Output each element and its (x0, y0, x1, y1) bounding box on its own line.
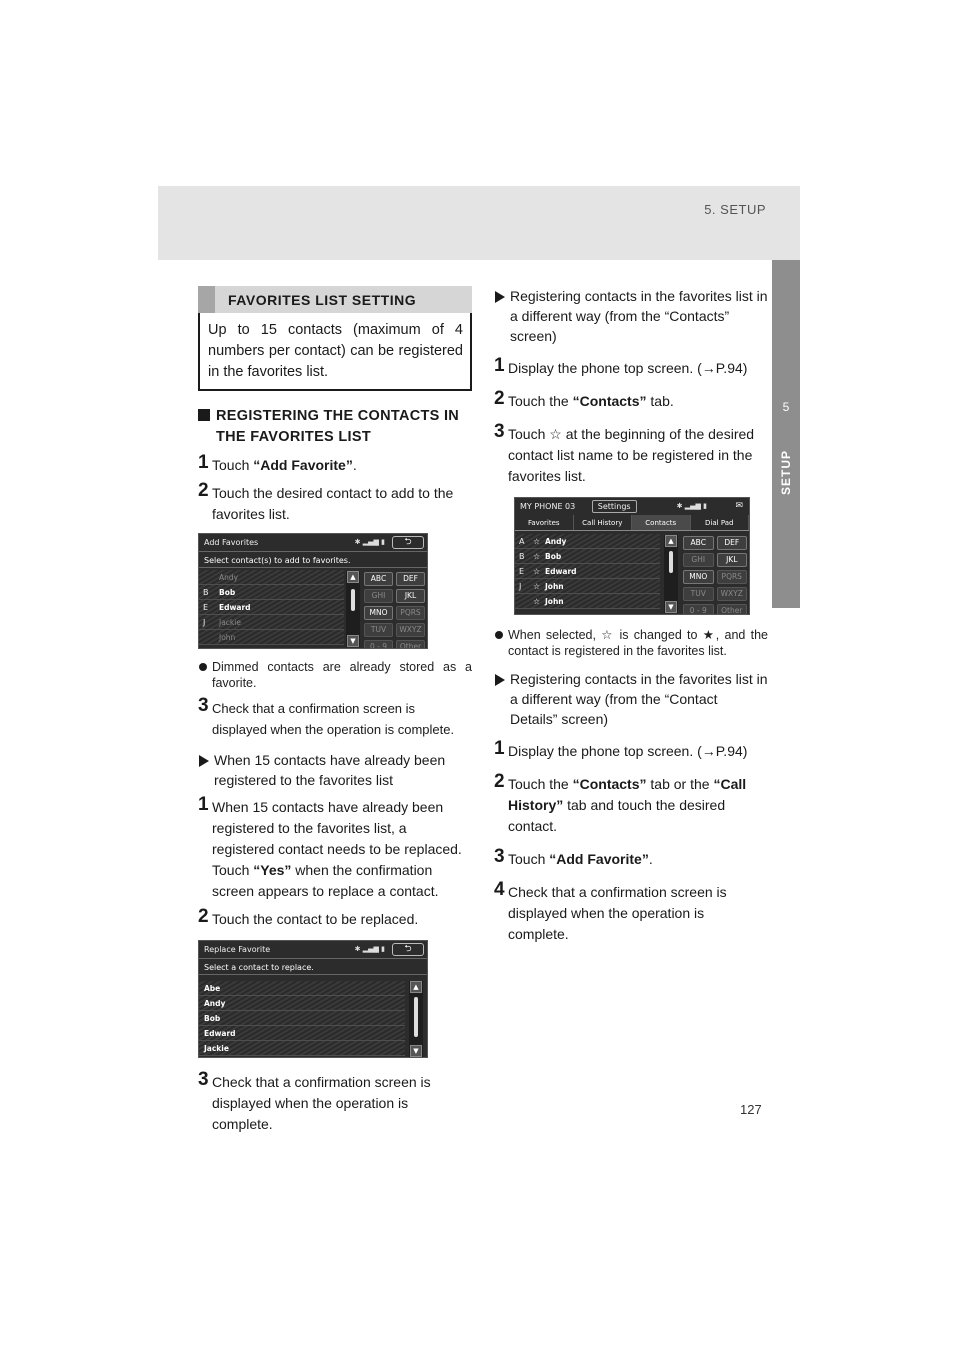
condition-text: Registering contacts in the favorites list in a different way (from the “Contact Details” screen) (510, 671, 768, 727)
note-dimmed (198, 659, 472, 691)
step-2-post: tab. (646, 393, 674, 409)
step-2-text: Touch the desired contact to add to the favorites list. (212, 485, 454, 522)
step-a1-bold: “Yes” (253, 862, 292, 878)
scrollbar[interactable] (664, 535, 678, 613)
contact-name: John (545, 597, 564, 606)
step-a1 (198, 794, 472, 902)
star-outline-icon[interactable]: ☆ (533, 537, 541, 546)
key-abc[interactable]: ABC (683, 536, 714, 550)
contact-list (515, 534, 660, 609)
condition-heading (198, 750, 472, 790)
box-body: Up to 15 contacts (maximum of 4 numbers per contact) can be registered in the favorites list. (198, 313, 472, 391)
title-square-icon (198, 286, 215, 313)
step-b3-post: . (648, 851, 653, 867)
chapter-number: 5 (782, 400, 790, 414)
note-text: When selected, ☆ is changed to ★, and the contact is registered in the favorites list. (508, 628, 768, 658)
step-1-post: . (352, 457, 357, 473)
box-title-text: FAVORITES LIST SETTING (228, 291, 417, 308)
step-b2 (494, 771, 768, 837)
scrollbar[interactable] (346, 571, 360, 647)
right-column (494, 286, 768, 945)
star-outline-icon[interactable]: ☆ (533, 552, 541, 561)
step-number: 3 (494, 421, 505, 442)
scroll-down-icon[interactable]: ▼ (347, 635, 359, 647)
step-number: 1 (198, 794, 209, 815)
list-item[interactable] (199, 570, 344, 585)
contact-name: John (545, 582, 564, 591)
key-abc[interactable]: ABC (364, 572, 393, 586)
step-a1-touch: Touch (212, 862, 254, 878)
step-number: 1 (494, 355, 505, 376)
bullet-dot-icon (199, 663, 207, 671)
index-letter: A (519, 537, 525, 546)
key-pqrs[interactable]: PQRS (717, 570, 748, 584)
scroll-thumb[interactable] (414, 997, 418, 1037)
status-icons: ✱ ▂▄▆ ▮ (354, 538, 385, 546)
list-item[interactable] (199, 1011, 405, 1026)
list-item[interactable] (199, 600, 344, 615)
step-b3-bold: “Add Favorite” (549, 851, 649, 867)
scrollbar[interactable] (409, 981, 423, 1057)
scroll-up-icon[interactable]: ▲ (347, 571, 359, 583)
screen-prompt: Select a contact to replace. (199, 958, 427, 975)
step-number: 2 (494, 388, 505, 409)
contact-name: Bob (545, 552, 562, 561)
contact-name: John (219, 633, 236, 642)
scroll-down-icon[interactable]: ▼ (410, 1045, 422, 1057)
header-band (158, 186, 800, 260)
step-3 (494, 421, 768, 487)
index-letter: E (519, 567, 525, 576)
key-wxyz[interactable]: WXYZ (717, 587, 748, 601)
key-tuv[interactable]: TUV (364, 623, 393, 637)
square-bullet-icon (198, 409, 210, 421)
list-item[interactable] (199, 585, 344, 600)
step-2-bold: “Contacts” (572, 393, 647, 409)
key-ghi[interactable]: GHI (683, 553, 714, 567)
screen-title: Add Favorites (204, 538, 259, 547)
section-title: 5. SETUP (704, 202, 766, 217)
box-title (198, 286, 472, 313)
back-button[interactable]: ⮌ (392, 536, 424, 549)
list-item[interactable] (515, 549, 660, 564)
screen-title-bar (515, 498, 749, 515)
step-1-text: Display the phone top screen. (→P.94) (508, 360, 748, 376)
list-item[interactable] (199, 1026, 405, 1041)
condition-text: Registering contacts in the favorites list in a different way (from the “Contacts” screen) (510, 288, 768, 344)
screen-prompt: Select contact(s) to add to favorites. (199, 551, 427, 568)
chapter-side-tab (772, 260, 800, 608)
index-letter: J (203, 618, 206, 627)
scroll-thumb[interactable] (351, 589, 355, 611)
step-number: 2 (494, 771, 505, 792)
step-b2-mid: tab or the (646, 776, 714, 792)
note-text: Dimmed contacts are already stored as a favorite. (212, 660, 472, 690)
status-icons: ✱ ▂▄▆ ▮ (354, 945, 385, 953)
key-jkl[interactable]: JKL (717, 553, 748, 567)
triangle-bullet-icon (495, 291, 505, 303)
condition-heading-2 (494, 669, 768, 729)
note-star (494, 627, 768, 659)
key-mno[interactable]: MNO (683, 570, 714, 584)
step-2 (494, 388, 768, 412)
contact-list (199, 570, 344, 645)
contact-name: Bob (219, 588, 236, 597)
contact-name: Andy (204, 999, 226, 1008)
star-outline-icon[interactable]: ☆ (533, 582, 541, 591)
status-icons: ✱ ▂▄▆ ▮ (676, 502, 707, 510)
step-b2-post: tab and touch the desired contact. (508, 797, 726, 834)
key-mno[interactable]: MNO (364, 606, 393, 620)
condition-text: When 15 contacts have already been registered to the favorites list (214, 752, 446, 788)
step-b3-pre: Touch (508, 851, 550, 867)
step-1 (198, 452, 472, 476)
step-b2-bold2: “Call History” (508, 776, 747, 813)
add-favorites-screen (198, 533, 428, 649)
step-number: 1 (494, 738, 505, 759)
step-number: 3 (494, 846, 505, 867)
index-letter: J (519, 582, 522, 591)
key-pqrs[interactable]: PQRS (396, 606, 425, 620)
tab-contacts[interactable]: Contacts (632, 515, 691, 530)
settings-button[interactable]: Settings (592, 500, 637, 513)
list-item[interactable] (515, 579, 660, 594)
scroll-up-icon[interactable]: ▲ (665, 535, 677, 547)
step-number: 2 (198, 906, 209, 927)
triangle-bullet-icon (199, 755, 209, 767)
contact-name: Jackie (204, 1044, 229, 1053)
triangle-bullet-icon (495, 674, 505, 686)
step-a1-post: when the confirmation screen appears to replace a contact. (212, 862, 439, 899)
step-2-pre: Touch the (508, 393, 573, 409)
index-letter: B (203, 588, 209, 597)
list-item[interactable] (199, 981, 405, 996)
step-b2-pre: Touch the (508, 776, 573, 792)
screen-title-bar (199, 941, 427, 958)
step-number: 3 (198, 1069, 209, 1090)
alphabet-keys (364, 572, 425, 649)
step-a2-text: Touch the contact to be replaced. (212, 911, 419, 927)
list-item[interactable] (199, 615, 344, 630)
key-0-9[interactable]: 0 - 9 (364, 640, 393, 649)
my-phone-contacts-screen (514, 497, 750, 615)
step-number: 1 (198, 452, 209, 473)
phone-tabs (515, 515, 749, 531)
list-item[interactable] (515, 564, 660, 579)
key-tuv[interactable]: TUV (683, 587, 714, 601)
contact-name: Edward (219, 603, 251, 612)
step-b3 (494, 846, 768, 870)
contact-name: Bob (204, 1014, 221, 1023)
list-item[interactable] (199, 1041, 405, 1056)
tab-call-history[interactable]: Call History (574, 515, 633, 530)
tab-favorites[interactable]: Favorites (515, 515, 574, 530)
key-other[interactable]: Other (396, 640, 425, 649)
step-a1-text: When 15 contacts have already been registered to the favorites list, a registered contact needs to be replaced. (212, 799, 462, 857)
replace-favorite-screen (198, 940, 428, 1058)
step-b1-text: Display the phone top screen. (→P.94) (508, 743, 748, 759)
step-1-bold: “Add Favorite” (253, 457, 353, 473)
screen-title: Replace Favorite (204, 945, 271, 954)
contact-name: Abe (204, 984, 221, 993)
key-other[interactable]: Other (717, 604, 748, 615)
subheading-text: REGISTERING THE CONTACTS IN THE FAVORITES LIST (216, 408, 460, 445)
scroll-up-icon[interactable]: ▲ (410, 981, 422, 993)
list-item[interactable] (199, 996, 405, 1011)
step-1 (494, 355, 768, 379)
contact-name: Andy (545, 537, 567, 546)
key-def[interactable]: DEF (717, 536, 748, 550)
step-a3 (198, 1069, 472, 1135)
step-1-pre: Touch (212, 457, 254, 473)
mail-icon[interactable]: ✉ (735, 501, 743, 511)
scroll-down-icon[interactable]: ▼ (665, 601, 677, 613)
chapter-label: SETUP (779, 450, 793, 496)
subheading (198, 406, 472, 448)
step-3-text: Touch ☆ at the beginning of the desired contact list name to be registered in the favorites list. (508, 426, 755, 484)
contact-name: Jackie (219, 618, 241, 627)
screen-title: MY PHONE 03 (520, 502, 576, 511)
contact-name: Edward (204, 1029, 236, 1038)
page-number: 127 (740, 1102, 762, 1117)
key-ghi[interactable]: GHI (364, 589, 393, 603)
step-a3-text: Check that a confirmation screen is displayed when the operation is complete. (212, 1074, 431, 1132)
index-letter: B (519, 552, 525, 561)
condition-heading (494, 286, 768, 346)
key-def[interactable]: DEF (396, 572, 425, 586)
step-3 (198, 695, 472, 740)
step-b1 (494, 738, 768, 762)
back-button[interactable]: ⮌ (392, 943, 424, 956)
step-b4 (494, 879, 768, 945)
contact-list (199, 981, 405, 1056)
step-number: 3 (198, 695, 209, 716)
step-number: 2 (198, 480, 209, 501)
step-3-text: Check that a confirmation screen is displayed when the operation is complete. (212, 701, 455, 737)
index-letter: E (203, 603, 209, 612)
list-item[interactable] (515, 594, 660, 609)
left-column (198, 286, 472, 1135)
step-2 (198, 480, 472, 525)
list-item[interactable] (515, 534, 660, 549)
list-item[interactable] (199, 630, 344, 645)
screen-title-bar (199, 534, 427, 551)
bullet-dot-icon (495, 631, 503, 639)
star-outline-icon[interactable]: ☆ (533, 597, 541, 606)
key-wxyz[interactable]: WXYZ (396, 623, 425, 637)
step-b2-bold1: “Contacts” (572, 776, 647, 792)
alphabet-keys (683, 536, 747, 615)
step-b4-text: Check that a confirmation screen is displayed when the operation is complete. (508, 884, 727, 942)
scroll-thumb[interactable] (669, 551, 673, 573)
key-0-9[interactable]: 0 - 9 (683, 604, 714, 615)
step-a2 (198, 906, 472, 930)
contact-name: Andy (219, 573, 239, 582)
star-outline-icon[interactable]: ☆ (533, 567, 541, 576)
step-number: 4 (494, 879, 505, 900)
key-jkl[interactable]: JKL (396, 589, 425, 603)
contact-name: Edward (545, 567, 577, 576)
tab-dial-pad[interactable]: Dial Pad (691, 515, 750, 530)
